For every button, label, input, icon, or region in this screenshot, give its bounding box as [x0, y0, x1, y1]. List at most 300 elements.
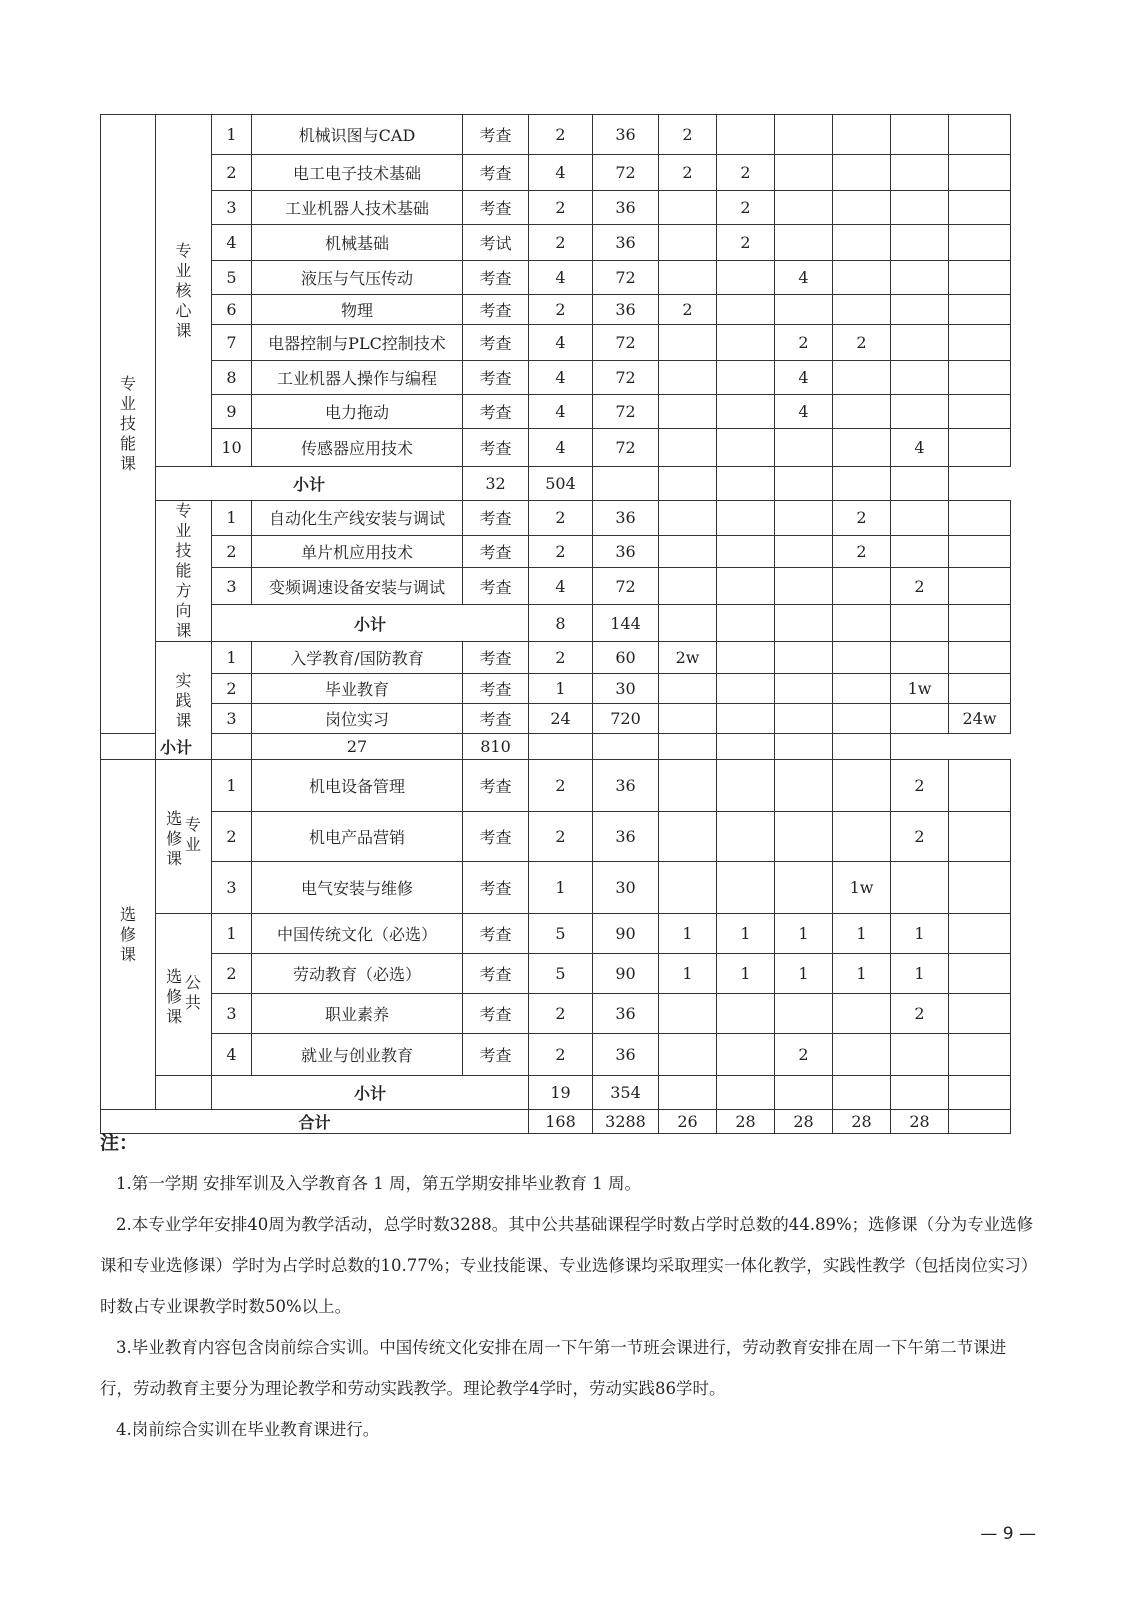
credit: 32 [463, 467, 529, 501]
sem-2 [717, 674, 775, 704]
course-no: 1 [212, 115, 252, 155]
sem-6 [891, 467, 949, 501]
sem-5: 1 [891, 954, 949, 994]
sem-6 [949, 191, 1011, 225]
sem-3 [775, 429, 833, 467]
sem-2 [717, 605, 775, 642]
sem-5 [891, 1076, 949, 1110]
note-item: 3.毕业教育内容包含岗前综合实训。中国传统文化安排在周一下午第一节班会课进行，劳动教育安排在周一下午第二节课进行，劳动教育主要分为理论教学和劳动实践教学。理论教学4学时，劳动实践86学时。 [100, 1338, 1007, 1398]
exam-type: 考查 [463, 261, 529, 295]
sem-3: 4 [775, 361, 833, 395]
course-name: 机电产品营销 [252, 812, 463, 862]
sem-3 [775, 605, 833, 642]
credit: 2 [529, 295, 593, 325]
sem-1 [659, 395, 717, 429]
table-row [101, 704, 1011, 734]
credit: 4 [529, 361, 593, 395]
course-name: 机械基础 [252, 225, 463, 261]
hours: 720 [593, 704, 659, 734]
sem-5 [833, 467, 891, 501]
sem-3 [775, 704, 833, 734]
course-name: 工业机器人操作与编程 [252, 361, 463, 395]
sem-5 [891, 704, 949, 734]
hours: 504 [529, 467, 593, 501]
sem-3 [775, 155, 833, 191]
table-row [101, 295, 1011, 325]
notes-heading: 注： [100, 1132, 139, 1154]
section-prof-elective-label-b: 选修课 [166, 808, 183, 868]
sem-1: 2 [659, 115, 717, 155]
exam-type: 考查 [463, 325, 529, 361]
exam-type: 考查 [463, 914, 529, 954]
course-name: 毕业教育 [252, 674, 463, 704]
sem-6: 24w [949, 704, 1011, 734]
table-row [101, 361, 1011, 395]
hours: 36 [593, 760, 659, 812]
credit: 2 [529, 642, 593, 674]
sem-6 [949, 994, 1011, 1034]
section-practice-label: 实践课 [175, 670, 192, 730]
credit: 4 [529, 395, 593, 429]
sem-3 [775, 568, 833, 605]
sem-6 [949, 501, 1011, 536]
sem-2 [717, 429, 775, 467]
table-row [101, 467, 1011, 501]
sem-1 [593, 467, 659, 501]
sem-5 [891, 155, 949, 191]
sem-5: 2 [891, 994, 949, 1034]
sem-1 [659, 325, 717, 361]
sem-2 [717, 704, 775, 734]
course-no: 2 [212, 674, 252, 704]
sem-2 [593, 734, 659, 760]
sem-3: 4 [775, 261, 833, 295]
subtotal-label: 小计 [101, 734, 252, 760]
sem-1 [659, 994, 717, 1034]
hours: 90 [593, 914, 659, 954]
table-row [101, 1034, 1011, 1076]
hours: 60 [593, 642, 659, 674]
sem-6 [949, 155, 1011, 191]
table-row [101, 605, 1011, 642]
sem-4 [833, 115, 891, 155]
sem-4: 2 [833, 535, 891, 568]
sem-5 [891, 261, 949, 295]
sem-2 [717, 395, 775, 429]
course-name: 电气安装与维修 [252, 862, 463, 914]
hours: 810 [463, 734, 529, 760]
sem-5 [891, 361, 949, 395]
subtotal-label: 小计 [212, 605, 529, 642]
credit: 24 [529, 704, 593, 734]
sem-6 [949, 1076, 1011, 1110]
sem-4 [833, 191, 891, 225]
course-no: 8 [212, 361, 252, 395]
hours: 36 [593, 994, 659, 1034]
course-no: 1 [212, 642, 252, 674]
sem-2 [717, 501, 775, 536]
credit: 2 [529, 812, 593, 862]
sem-2: 2 [717, 191, 775, 225]
hours: 72 [593, 325, 659, 361]
table-row [101, 914, 1011, 954]
credit: 2 [529, 225, 593, 261]
sem-2 [659, 467, 717, 501]
credit: 4 [529, 155, 593, 191]
table-row [101, 994, 1011, 1034]
table-row [101, 954, 1011, 994]
sem-5 [891, 605, 949, 642]
sem-4 [833, 704, 891, 734]
course-name: 就业与创业教育 [252, 1034, 463, 1076]
course-no: 6 [212, 295, 252, 325]
table-row [101, 535, 1011, 568]
sem-3 [659, 734, 717, 760]
section-pub-elective [156, 914, 212, 1076]
sem-1 [659, 862, 717, 914]
sem-5: 28 [891, 1110, 949, 1134]
course-no: 5 [212, 261, 252, 295]
sem-4 [833, 1034, 891, 1076]
sem-2: 1 [717, 914, 775, 954]
sem-5 [891, 325, 949, 361]
sem-2 [717, 261, 775, 295]
sem-1 [659, 704, 717, 734]
sem-2 [717, 1076, 775, 1110]
sem-4 [833, 605, 891, 642]
sem-5 [891, 115, 949, 155]
sem-1: 26 [659, 1110, 717, 1134]
course-name: 电器控制与PLC控制技术 [252, 325, 463, 361]
section-direction [156, 501, 212, 642]
sem-1 [659, 1034, 717, 1076]
exam-type: 考查 [463, 954, 529, 994]
total-label: 合计 [101, 1110, 529, 1134]
note-item: 1.第一学期 安排军训及入学教育各 1 周，第五学期安排毕业教育 1 周。 [116, 1174, 641, 1193]
table-row [101, 1076, 1011, 1110]
table-row [101, 325, 1011, 361]
sem-3 [775, 812, 833, 862]
sem-2: 28 [717, 1110, 775, 1134]
sem-4 [833, 225, 891, 261]
sem-6 [949, 325, 1011, 361]
sem-1 [659, 501, 717, 536]
sem-6 [949, 568, 1011, 605]
hours: 36 [593, 812, 659, 862]
sem-4: 1 [833, 914, 891, 954]
hours: 36 [593, 295, 659, 325]
sem-1: 2 [659, 155, 717, 191]
table-row [101, 642, 1011, 674]
subtotal-label: 小计 [212, 1076, 529, 1110]
course-name: 岗位实习 [252, 704, 463, 734]
sem-4 [833, 642, 891, 674]
course-no: 1 [212, 914, 252, 954]
exam-type: 考试 [463, 225, 529, 261]
exam-type: 考查 [463, 501, 529, 536]
hours: 36 [593, 115, 659, 155]
sem-6 [949, 115, 1011, 155]
table-row [101, 501, 1011, 536]
sem-6 [833, 734, 891, 760]
sem-2: 2 [717, 225, 775, 261]
sem-6 [949, 225, 1011, 261]
sem-3: 2 [775, 1034, 833, 1076]
curriculum-table [100, 114, 1011, 1134]
sem-4 [833, 994, 891, 1034]
sem-1 [659, 674, 717, 704]
table-row [101, 225, 1011, 261]
course-name: 机电设备管理 [252, 760, 463, 812]
section-direction-label: 专业技能方向课 [175, 501, 192, 640]
sem-5 [891, 1034, 949, 1076]
hours: 36 [593, 501, 659, 536]
sem-2 [717, 812, 775, 862]
sem-3 [717, 467, 775, 501]
sem-4: 2 [833, 325, 891, 361]
credit: 27 [252, 734, 463, 760]
sem-6 [949, 642, 1011, 674]
sem-6 [949, 429, 1011, 467]
course-no: 1 [212, 760, 252, 812]
course-name: 机械识图与CAD [252, 115, 463, 155]
sem-5 [891, 642, 949, 674]
sem-3: 2 [775, 325, 833, 361]
table-row [101, 429, 1011, 467]
sem-5 [891, 501, 949, 536]
credit: 4 [529, 325, 593, 361]
course-no: 2 [212, 954, 252, 994]
section-prof-elective-label-a: 专业 [184, 814, 201, 854]
table-row [101, 674, 1011, 704]
credit: 8 [529, 605, 593, 642]
sem-2 [717, 568, 775, 605]
sem-3 [775, 535, 833, 568]
sem-4 [775, 467, 833, 501]
section-pub-elective-label-a: 公共 [184, 972, 201, 1012]
sem-5 [891, 191, 949, 225]
sem-6 [949, 361, 1011, 395]
sem-5: 4 [891, 429, 949, 467]
sem-2 [717, 760, 775, 812]
sem-1 [659, 191, 717, 225]
exam-type: 考查 [463, 191, 529, 225]
course-no: 3 [212, 994, 252, 1034]
spacer-cell [156, 1076, 212, 1110]
exam-type: 考查 [463, 812, 529, 862]
credit: 2 [529, 191, 593, 225]
credit: 1 [529, 674, 593, 704]
course-no: 9 [212, 395, 252, 429]
sem-3 [775, 674, 833, 704]
exam-type: 考查 [463, 361, 529, 395]
course-name: 劳动教育（必选） [252, 954, 463, 994]
sem-3: 1 [775, 954, 833, 994]
section-core: 专业核心课 [156, 115, 212, 467]
hours: 3288 [593, 1110, 659, 1134]
hours: 30 [593, 862, 659, 914]
sem-6 [949, 535, 1011, 568]
course-no: 4 [212, 1034, 252, 1076]
sem-1 [659, 605, 717, 642]
sem-5 [891, 295, 949, 325]
credit: 1 [529, 862, 593, 914]
sem-4 [833, 812, 891, 862]
exam-type: 考查 [463, 1034, 529, 1076]
sem-6 [949, 1034, 1011, 1076]
sem-3 [775, 225, 833, 261]
hours: 36 [593, 225, 659, 261]
exam-type: 考查 [463, 674, 529, 704]
sem-6 [949, 395, 1011, 429]
credit: 4 [529, 261, 593, 295]
exam-type: 考查 [463, 704, 529, 734]
sem-1 [659, 261, 717, 295]
sem-1 [659, 812, 717, 862]
exam-type: 考查 [463, 568, 529, 605]
credit: 4 [529, 568, 593, 605]
exam-type: 考查 [463, 295, 529, 325]
course-no: 2 [212, 535, 252, 568]
credit: 2 [529, 501, 593, 536]
course-no: 1 [212, 501, 252, 536]
sem-4: 1 [833, 954, 891, 994]
sem-6 [949, 674, 1011, 704]
sem-5: 1w [891, 674, 949, 704]
category-skill: 专业技能课 [101, 115, 156, 734]
sem-5 [891, 395, 949, 429]
sem-3 [775, 191, 833, 225]
sem-2 [717, 295, 775, 325]
table-row [101, 395, 1011, 429]
exam-type: 考查 [463, 155, 529, 191]
sem-6 [949, 261, 1011, 295]
sem-3 [775, 994, 833, 1034]
sem-4 [833, 261, 891, 295]
notes-section [100, 1128, 1035, 1450]
sem-2 [717, 535, 775, 568]
sem-1: 1 [659, 954, 717, 994]
table-row [101, 812, 1011, 862]
table-row [101, 261, 1011, 295]
course-name: 单片机应用技术 [252, 535, 463, 568]
sem-6 [949, 812, 1011, 862]
category-elective-label: 选修课 [119, 904, 136, 964]
sem-2 [717, 994, 775, 1034]
sem-4 [833, 1076, 891, 1110]
sem-4: 2 [833, 501, 891, 536]
sem-4 [717, 734, 775, 760]
sem-1 [659, 225, 717, 261]
sem-2 [717, 1034, 775, 1076]
sem-3 [775, 862, 833, 914]
sem-1 [659, 429, 717, 467]
course-no: 3 [212, 191, 252, 225]
sem-4 [833, 674, 891, 704]
sem-6 [949, 605, 1011, 642]
course-name: 电工电子技术基础 [252, 155, 463, 191]
course-name: 变频调速设备安装与调试 [252, 568, 463, 605]
sem-1 [659, 568, 717, 605]
sem-5: 2 [891, 760, 949, 812]
course-no: 7 [212, 325, 252, 361]
hours: 72 [593, 395, 659, 429]
hours: 72 [593, 429, 659, 467]
sem-3: 28 [775, 1110, 833, 1134]
note-item: 4.岗前综合实训在毕业教育课进行。 [116, 1420, 380, 1439]
sem-4 [833, 429, 891, 467]
exam-type: 考查 [463, 429, 529, 467]
hours: 144 [593, 605, 659, 642]
hours: 90 [593, 954, 659, 994]
sem-5 [891, 535, 949, 568]
sem-4 [833, 395, 891, 429]
credit: 5 [529, 914, 593, 954]
sem-4 [833, 760, 891, 812]
subtotal-label: 小计 [156, 467, 463, 501]
course-no: 2 [212, 812, 252, 862]
hours: 72 [593, 568, 659, 605]
sem-5: 1 [891, 914, 949, 954]
sem-5 [891, 862, 949, 914]
course-name: 工业机器人技术基础 [252, 191, 463, 225]
sem-1 [659, 535, 717, 568]
section-pub-elective-label-b: 选修课 [166, 966, 183, 1026]
credit: 4 [529, 429, 593, 467]
sem-3 [775, 115, 833, 155]
credit: 2 [529, 115, 593, 155]
sem-1: 1 [659, 914, 717, 954]
exam-type: 考查 [463, 535, 529, 568]
sem-3: 4 [775, 395, 833, 429]
category-elective [101, 760, 156, 1110]
course-no: 2 [212, 155, 252, 191]
course-name: 传感器应用技术 [252, 429, 463, 467]
sem-6 [949, 760, 1011, 812]
sem-3 [775, 760, 833, 812]
sem-2 [717, 325, 775, 361]
table-row [101, 862, 1011, 914]
exam-type: 考查 [463, 642, 529, 674]
exam-type: 考查 [463, 395, 529, 429]
credit: 2 [529, 535, 593, 568]
sem-5 [775, 734, 833, 760]
exam-type: 考查 [463, 862, 529, 914]
credit: 19 [529, 1076, 593, 1110]
sem-2 [717, 642, 775, 674]
credit: 168 [529, 1110, 593, 1134]
page-number: — 9 — [980, 1524, 1036, 1544]
course-name: 物理 [252, 295, 463, 325]
sem-5: 2 [891, 812, 949, 862]
course-name: 液压与气压传动 [252, 261, 463, 295]
sem-2 [717, 115, 775, 155]
sem-1 [659, 361, 717, 395]
sem-3 [775, 501, 833, 536]
table-row [101, 760, 1011, 812]
table-row [101, 568, 1011, 605]
sem-2: 1 [717, 954, 775, 994]
exam-type: 考查 [463, 994, 529, 1034]
table-row [101, 155, 1011, 191]
sem-3 [775, 1076, 833, 1110]
sem-4: 28 [833, 1110, 891, 1134]
sem-6 [949, 862, 1011, 914]
sem-3 [775, 295, 833, 325]
sem-1: 2w [659, 642, 717, 674]
sem-3 [775, 642, 833, 674]
sem-3: 1 [775, 914, 833, 954]
